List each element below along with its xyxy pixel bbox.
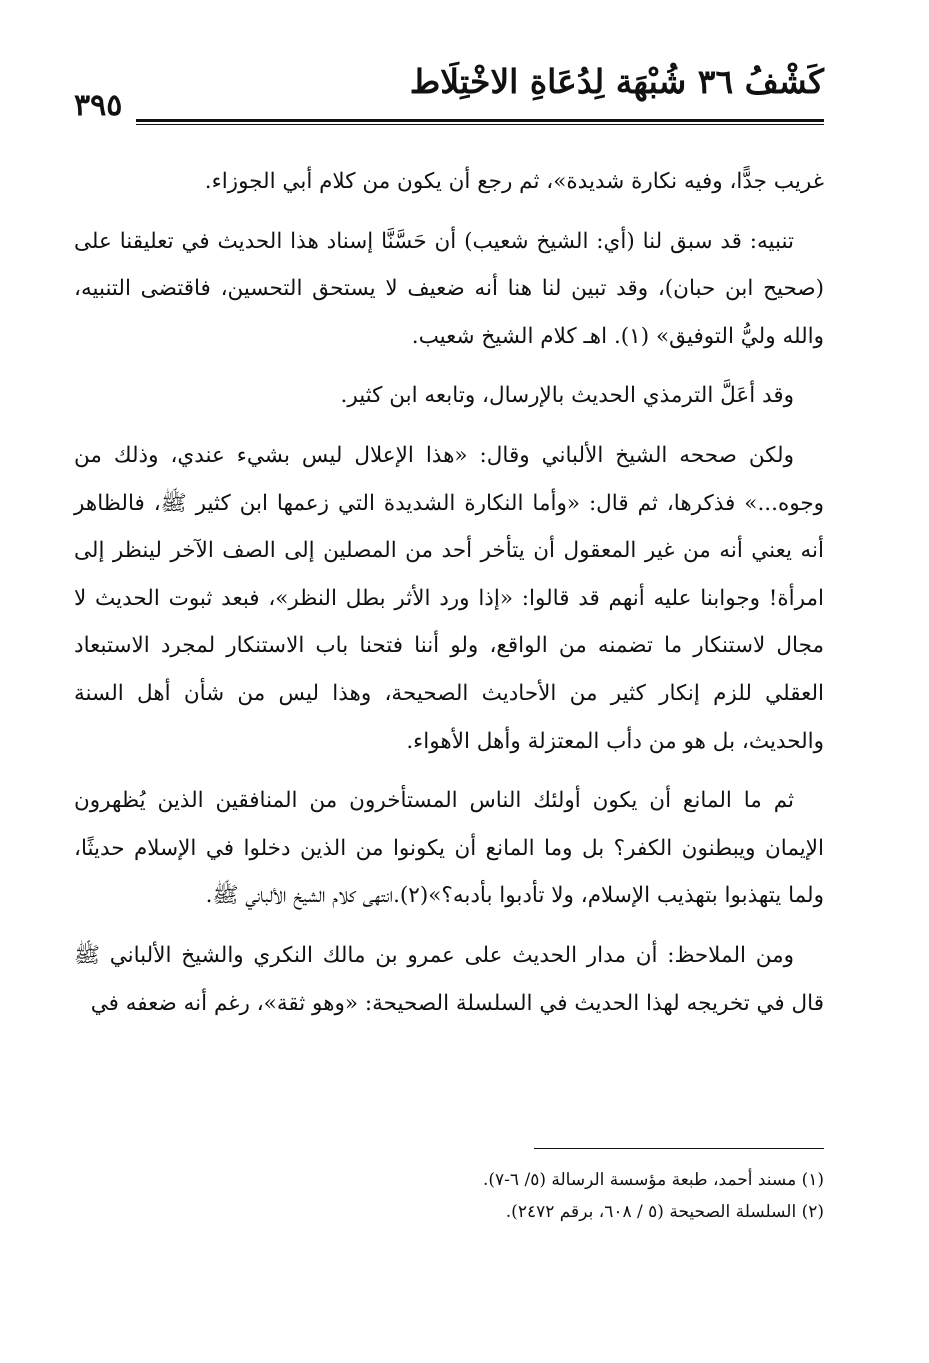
header-rule	[136, 119, 824, 122]
paragraph-6: ومن الملاحظ: أن مدار الحديث على عمرو بن مالك النكري والشيخ الألباني ﷺ قال في تخريجه لهذا الحديث في السلسلة الصحيحة: «وهو ثقة»، رغم أنه ضعفه في	[74, 942, 824, 1016]
paragraph-3: وقد أعَلَّ الترمذي الحديث بالإرسال، وتابعه ابن كثير.	[340, 383, 794, 409]
header-rule-thin	[136, 124, 824, 125]
paragraph-4: ولكن صححه الشيخ الألباني وقال: «هذا الإعلال ليس بشيء عندي، وذلك من وجوه...» فذكرها، ثم قال: «وأما النكارة الشديدة التي زعمها ابن كثير ﷺ، فالظاهر أنه يعني أنه من غير المعقول أن يتأخر أحد من المصلين إلى الصف الآخر لينظر إلى امرأة! وجوابنا عليه أنهم قد قالوا: «إذا ورد الأثر بطل النظر»، فبعد ثبوت الحديث لا مجال لاستنكار ما تضمنه من الواقع، ولو أننا فتحنا باب الاستنكار لمجرد الاستبعاد العقلي للزم إنكار كثير من الأحاديث الصحيحة، وهذا ليس من شأن أهل السنة والحديث، بل هو من دأب المعتزلة وأهل الأهواء.	[74, 442, 824, 754]
footnote-2: (٢) السلسلة الصحيحة (٥ / ٦٠٨، برقم ٢٤٧٢).	[505, 1202, 824, 1222]
footnote-separator	[534, 1148, 824, 1149]
page-header	[74, 62, 824, 126]
main-text	[74, 158, 824, 1039]
footnotes	[74, 1164, 824, 1228]
page-number: ٣٩٥	[74, 88, 123, 123]
paragraph-2: تنبيه: قد سبق لنا (أي: الشيخ شعيب) أن حَسَّنَّا إسناد هذا الحديث في تعليقنا على (صحيح ابن حبان)، وقد تبين لنا هنا أنه ضعيف لا يستحق التحسين، فاقتضى التنبيه، والله وليُّ التوفيق» (١). اهـ كلام الشيخ شعيب.	[74, 228, 824, 349]
footnote-1: (١) مسند أحمد، طبعة مؤسسة الرسالة (٥/ ٦-٧).	[482, 1170, 824, 1190]
paragraph-1: غريب جدًّا، وفيه نكارة شديدة»، ثم رجع أن يكون من كلام أبي الجوزاء.	[204, 169, 824, 194]
running-title: كَشْفُ ٣٦ شُبْهَة لِدُعَاةِ الاخْتِلَاط	[409, 62, 824, 101]
paragraph-5: ثم ما المانع أن يكون أولئك الناس المستأخرون من المنافقين الذين يُظهرون الإيمان ويبطنون الكفر؟ بل وما المانع أن يكونوا من الذين دخلوا في الإسلام حديثًا، ولما يتهذبوا بتهذيب الإسلام، ولا تأدبوا بأدبه؟»(٢).انتهى كلام الشيخ الألباني ﷺ.	[74, 788, 824, 909]
